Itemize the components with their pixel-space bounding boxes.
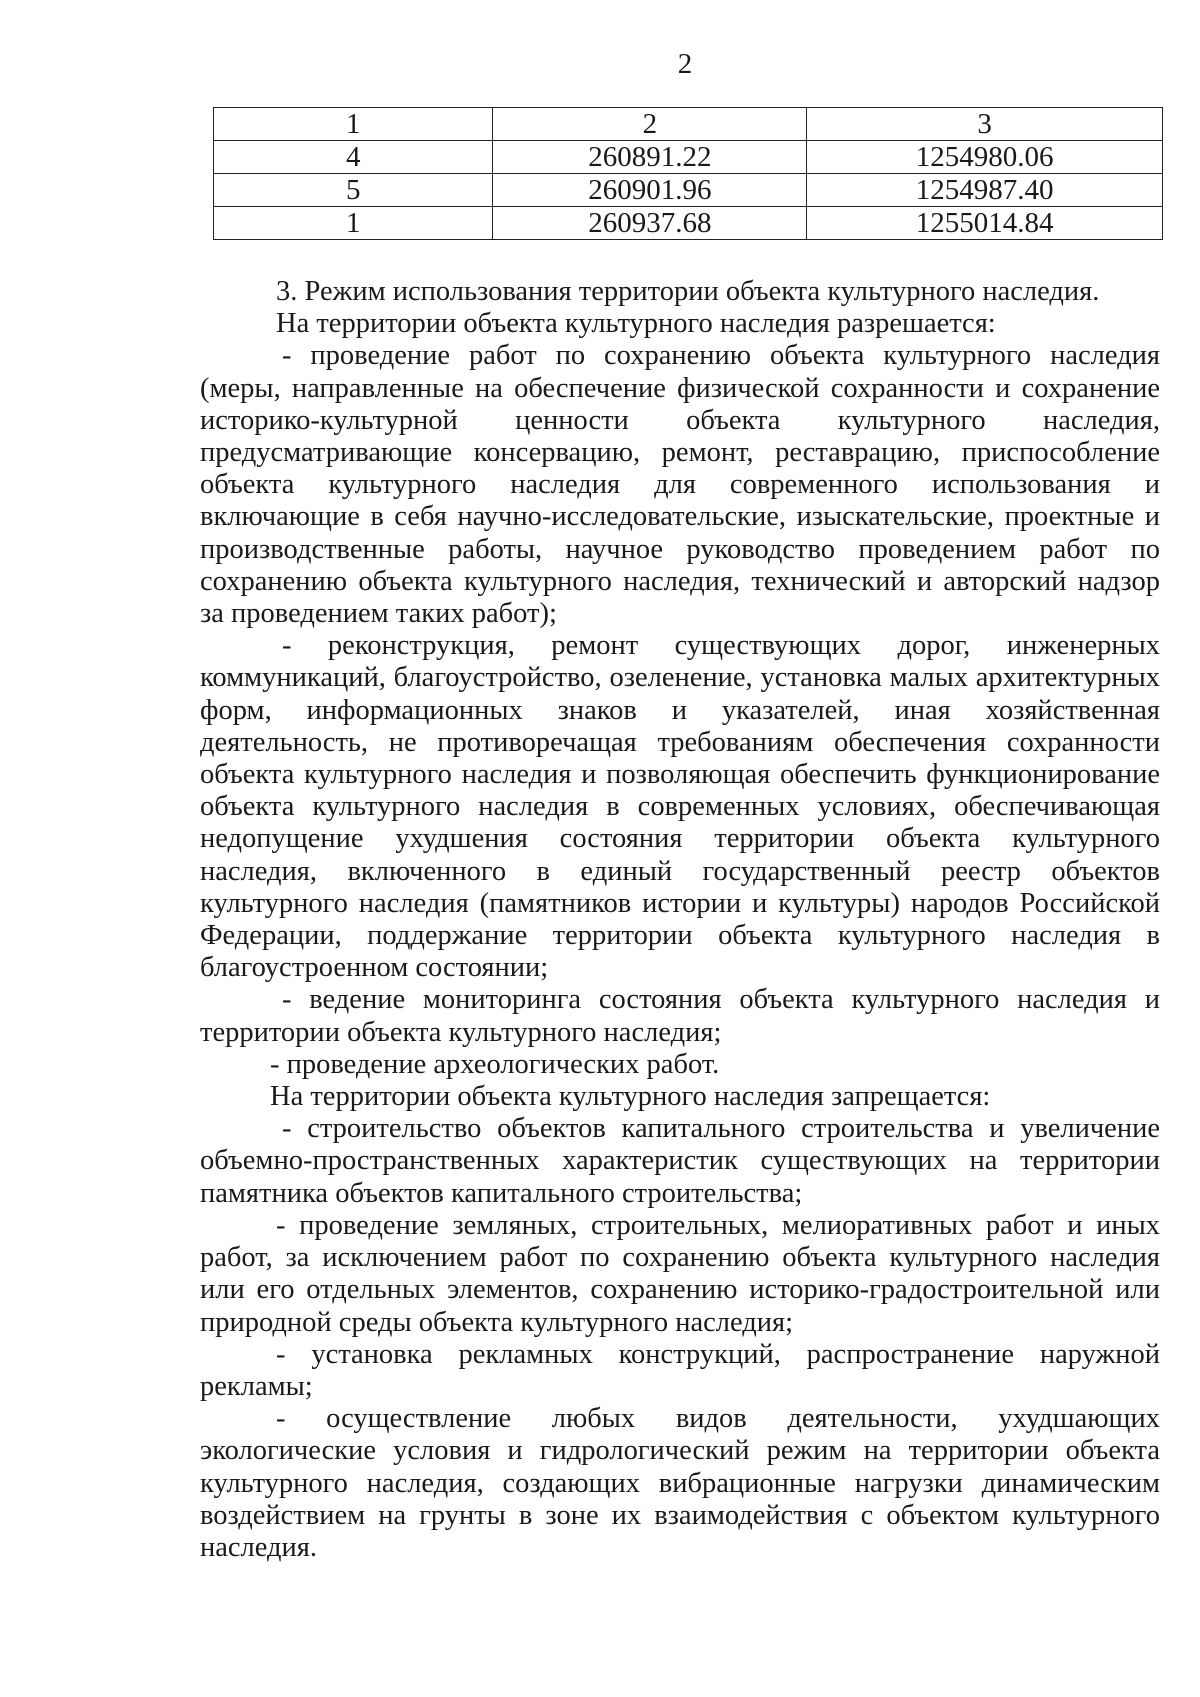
- list-item: - осуществление любых видов деятельности, ухудшающих экологические условия и гидрологический режим на территории объекта культурного наследия, создающих вибрационные нагрузки динамическим воздействием на грунты в зоне их взаимодействия с объектом культурного наследия.: [200, 1403, 1160, 1563]
- section-heading: 3. Режим использования территории объекта культурного наследия.: [276, 276, 1100, 307]
- list-item: - реконструкция, ремонт существующих дорог, инженерных коммуникаций, благоустройство, озеленение, установка малых архитектурных форм, информационных знаков и указателей, иная хозяйственная деятельность, не противоречащая требованиям обеспечения сохранности объекта культурного наследия и позволяющая обеспечить функционирование объекта культурного наследия в современных условиях, обеспечивающая недопущение ухудшения состояния территории объекта культурного наследия, включенного в единый государственный реестр объектов культурного наследия (памятников истории и культуры) народов Российской Федерации, поддержание территории объекта культурного наследия в благоустроенном состоянии;: [200, 630, 1160, 984]
- list-item: - проведение работ по сохранению объекта культурного наследия (меры, направленные на обеспечение физической сохранности и сохранение историко-культурной ценности объекта культурного наследия, предусматривающие консервацию, ремонт, реставрацию, приспособление объекта культурного наследия для современного использования и включающие в себя научно-исследовательские, изыскательские, проектные и производственные работы, научное руководство проведением работ по сохранению объекта культурного наследия, технический и авторский надзор за проведением таких работ);: [200, 340, 1160, 630]
- table-cell: 5: [214, 174, 493, 207]
- paragraph: На территории объекта культурного наследия запрещается:: [270, 1081, 991, 1113]
- list-item: - ведение мониторинга состояния объекта культурного наследия и территории объекта культурного наследия;: [200, 984, 1160, 1048]
- list-item: - проведение археологических работ.: [270, 1048, 720, 1080]
- table-header-cell: 1: [214, 108, 493, 141]
- table-header-cell: 3: [807, 108, 1163, 141]
- table-cell: 1254987.40: [807, 174, 1163, 207]
- table-header-cell: 2: [493, 108, 807, 141]
- table-cell: 260891.22: [493, 141, 807, 174]
- table-cell: 1: [214, 207, 493, 240]
- paragraph: На территории объекта культурного наследия разрешается:: [276, 308, 996, 340]
- table-row: [214, 174, 1163, 207]
- table-cell: 1255014.84: [807, 207, 1163, 240]
- table-cell: 4: [214, 141, 493, 174]
- table-row: [214, 141, 1163, 174]
- list-item: - установка рекламных конструкций, распространение наружной рекламы;: [200, 1338, 1160, 1402]
- coordinates-table: [213, 107, 1163, 240]
- document-body: [200, 276, 1160, 1564]
- table-header-row: [214, 108, 1163, 141]
- page-number: 2: [677, 48, 693, 80]
- table-cell: 260937.68: [493, 207, 807, 240]
- table-row: [214, 207, 1163, 240]
- table-cell: 1254980.06: [807, 141, 1163, 174]
- table-cell: 260901.96: [493, 174, 807, 207]
- list-item: - проведение земляных, строительных, мелиоративных работ и иных работ, за исключением работ по сохранению объекта культурного наследия или его отдельных элементов, сохранению историко-градостроительной или природной среды объекта культурного наследия;: [200, 1209, 1160, 1338]
- list-item: - строительство объектов капитального строительства и увеличение объемно-пространственных характеристик существующих на территории памятника объектов капитального строительства;: [200, 1113, 1160, 1209]
